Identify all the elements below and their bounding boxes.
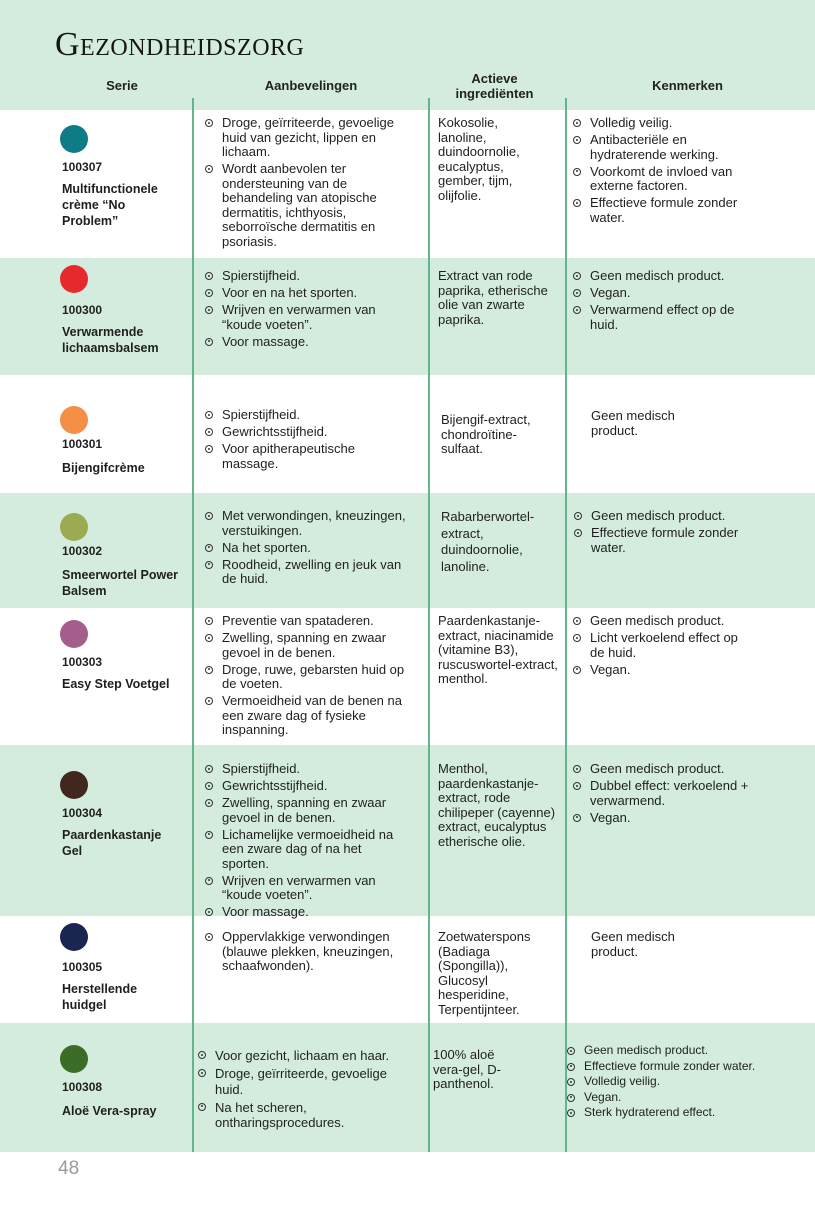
ingredienten-cell: Extract van rode paprika, etherische olie van zwarte paprika.	[438, 268, 548, 327]
list-item: Effectieve formule zonder water.	[567, 1060, 772, 1073]
product-name: Easy Step Voetgel	[62, 677, 170, 691]
list-item: Vegan.	[567, 1091, 772, 1104]
product-name: Smeerwortel Power Balsem	[62, 568, 179, 598]
kenmerken-cell	[573, 762, 753, 828]
list-item: Licht verkoelend effect op de huid.	[573, 631, 753, 660]
aanbevelingen-cell	[198, 1048, 398, 1133]
product-code: 100302	[62, 544, 103, 558]
product-name: Bijengifcrème	[62, 461, 145, 475]
list-item: Geen medisch product.	[573, 614, 753, 629]
header-serie: Serie	[106, 78, 138, 93]
list-item: Zwelling, spanning en zwaar gevoel in de benen.	[205, 631, 417, 660]
header-ingredienten: Actieve ingrediënten	[455, 71, 534, 101]
list-item: Wordt aanbevolen ter ondersteuning van de behandeling van atopische dermatitis, ichthyosis, seborroïsche dermatitis en psoriasis.	[205, 162, 407, 249]
list-item: Na het sporten.	[205, 541, 410, 556]
list-item: Gewrichtsstijfheid.	[205, 779, 410, 794]
list-item: Spierstijfheid.	[205, 762, 410, 777]
list-item: Effectieve formule zonder water.	[573, 196, 748, 225]
list-item: Vermoeidheid van de benen na een zware dag of fysieke inspanning.	[205, 694, 417, 738]
header-aanbevelingen: Aanbevelingen	[264, 78, 358, 93]
page-title: Gezondheidszorg	[55, 26, 305, 63]
product-name: Paardenkastanje Gel	[62, 828, 162, 858]
list-item: Spierstijfheid.	[205, 408, 405, 423]
aanbevelingen-cell	[205, 614, 417, 740]
product-code: 100308	[62, 1080, 103, 1094]
color-dot	[60, 1045, 88, 1073]
list-item: Wrijven en verwarmen van “koude voeten”.	[205, 874, 410, 903]
list-item: Vegan.	[573, 811, 753, 826]
list-item: Volledig veilig.	[567, 1075, 772, 1088]
list-item: Droge, ruwe, gebarsten huid op de voeten.	[205, 663, 417, 692]
column-divider	[192, 98, 194, 1152]
kenmerken-cell	[573, 116, 748, 228]
list-item: Voor massage.	[205, 905, 410, 920]
list-item: Lichamelijke vermoeidheid na een zware dag of na het sporten.	[205, 828, 410, 872]
list-item: Vegan.	[573, 286, 753, 301]
product-code: 100304	[62, 806, 103, 820]
aanbevelingen-cell	[205, 509, 410, 589]
list-item: Voor apitherapeutische massage.	[205, 442, 405, 471]
color-dot	[60, 513, 88, 541]
kenmerken-cell	[573, 269, 753, 335]
list-item: Voor en na het sporten.	[205, 286, 410, 301]
aanbevelingen-cell	[205, 408, 405, 474]
color-dot	[60, 265, 88, 293]
column-divider	[428, 98, 430, 1152]
list-item: Droge, geïrriteerde, gevoelige huid van gezicht, lippen en lichaam.	[205, 116, 407, 160]
product-code: 100300	[62, 303, 103, 317]
ingredienten-cell: Rabarberwortel-extract, duindoornolie, lanoline.	[441, 509, 535, 574]
kenmerken-cell	[573, 614, 753, 680]
list-item: Na het scheren, ontharingsprocedures.	[198, 1100, 398, 1131]
aanbevelingen-cell	[205, 116, 407, 252]
list-item: Geen medisch product.	[567, 1044, 772, 1057]
list-item: Spierstijfheid.	[205, 269, 410, 284]
list-item: Droge, geïrriteerde, gevoelige huid.	[198, 1066, 398, 1097]
kenmerken-cell	[567, 1044, 772, 1122]
ingredienten-cell: Menthol, paardenkastanje-extract, rode chilipeper (cayenne) extract, eucalyptus etherische olie.	[438, 761, 556, 849]
aanbevelingen-cell	[205, 930, 420, 976]
aanbevelingen-cell	[205, 269, 410, 352]
color-dot	[60, 125, 88, 153]
ingredienten-cell: Paardenkastanje-extract, niacinamide (vitamine B3), ruscuswortel-extract, menthol.	[438, 613, 558, 686]
product-name: Multifunctionele crème “No Problem”	[62, 182, 158, 228]
list-item: Oppervlakkige verwondingen (blauwe plekken, kneuzingen, schaafwonden).	[205, 930, 420, 974]
list-item: Met verwondingen, kneuzingen, verstuikingen.	[205, 509, 410, 538]
product-name: Herstellende huidgel	[62, 982, 138, 1012]
list-item: Sterk hydraterend effect.	[567, 1106, 772, 1119]
kenmerken-cell: Geen medisch product.	[591, 929, 675, 959]
column-divider	[565, 98, 567, 1152]
list-item: Geen medisch product.	[573, 269, 753, 284]
list-item: Vegan.	[573, 663, 753, 678]
ingredienten-cell: Kokosolie, lanoline, duindoornolie, eucalyptus, gember, tijm, olijfolie.	[438, 115, 520, 203]
header-kenmerken: Kenmerken	[652, 78, 723, 93]
product-name: Verwarmende lichaamsbalsem	[62, 325, 159, 355]
product-code: 100305	[62, 960, 103, 974]
list-item: Voor massage.	[205, 335, 410, 350]
ingredienten-cell: Zoetwaterspons (Badiaga (Spongilla)), Glucosyl hesperidine, Terpentijnteer.	[438, 929, 531, 1017]
page-number: 48	[58, 1158, 80, 1179]
list-item: Volledig veilig.	[573, 116, 748, 131]
footer-band	[0, 1152, 815, 1211]
list-item: Gewrichtsstijfheid.	[205, 425, 405, 440]
list-item: Dubbel effect: verkoelend + verwarmend.	[573, 779, 753, 808]
list-item: Geen medisch product.	[573, 762, 753, 777]
color-dot	[60, 923, 88, 951]
list-item: Wrijven en verwarmen van “koude voeten”.	[205, 303, 410, 332]
list-item: Roodheid, zwelling en jeuk van de huid.	[205, 558, 410, 587]
list-item: Voorkomt de invloed van externe factoren.	[573, 165, 748, 194]
aanbevelingen-cell	[205, 762, 410, 922]
kenmerken-cell	[574, 509, 774, 558]
list-item: Antibacteriële en hydraterende werking.	[573, 133, 748, 162]
list-item: Geen medisch product.	[574, 509, 774, 524]
list-item: Zwelling, spanning en zwaar gevoel in de benen.	[205, 796, 410, 825]
ingredienten-cell: 100% aloë vera-gel, D-panthenol.	[433, 1047, 501, 1091]
product-code: 100307	[62, 160, 103, 174]
product-code: 100303	[62, 655, 103, 669]
list-item: Verwarmend effect op de huid.	[573, 303, 753, 332]
product-code: 100301	[62, 437, 103, 451]
ingredienten-cell: Bijengif-extract, chondroïtine-sulfaat.	[441, 412, 531, 456]
list-item: Effectieve formule zonder water.	[574, 526, 774, 555]
product-name: Aloë Vera-spray	[62, 1104, 157, 1118]
list-item: Preventie van spataderen.	[205, 614, 417, 629]
color-dot	[60, 620, 88, 648]
color-dot	[60, 771, 88, 799]
kenmerken-cell: Geen medisch product.	[591, 408, 675, 438]
list-item: Voor gezicht, lichaam en haar.	[198, 1048, 398, 1064]
color-dot	[60, 406, 88, 434]
